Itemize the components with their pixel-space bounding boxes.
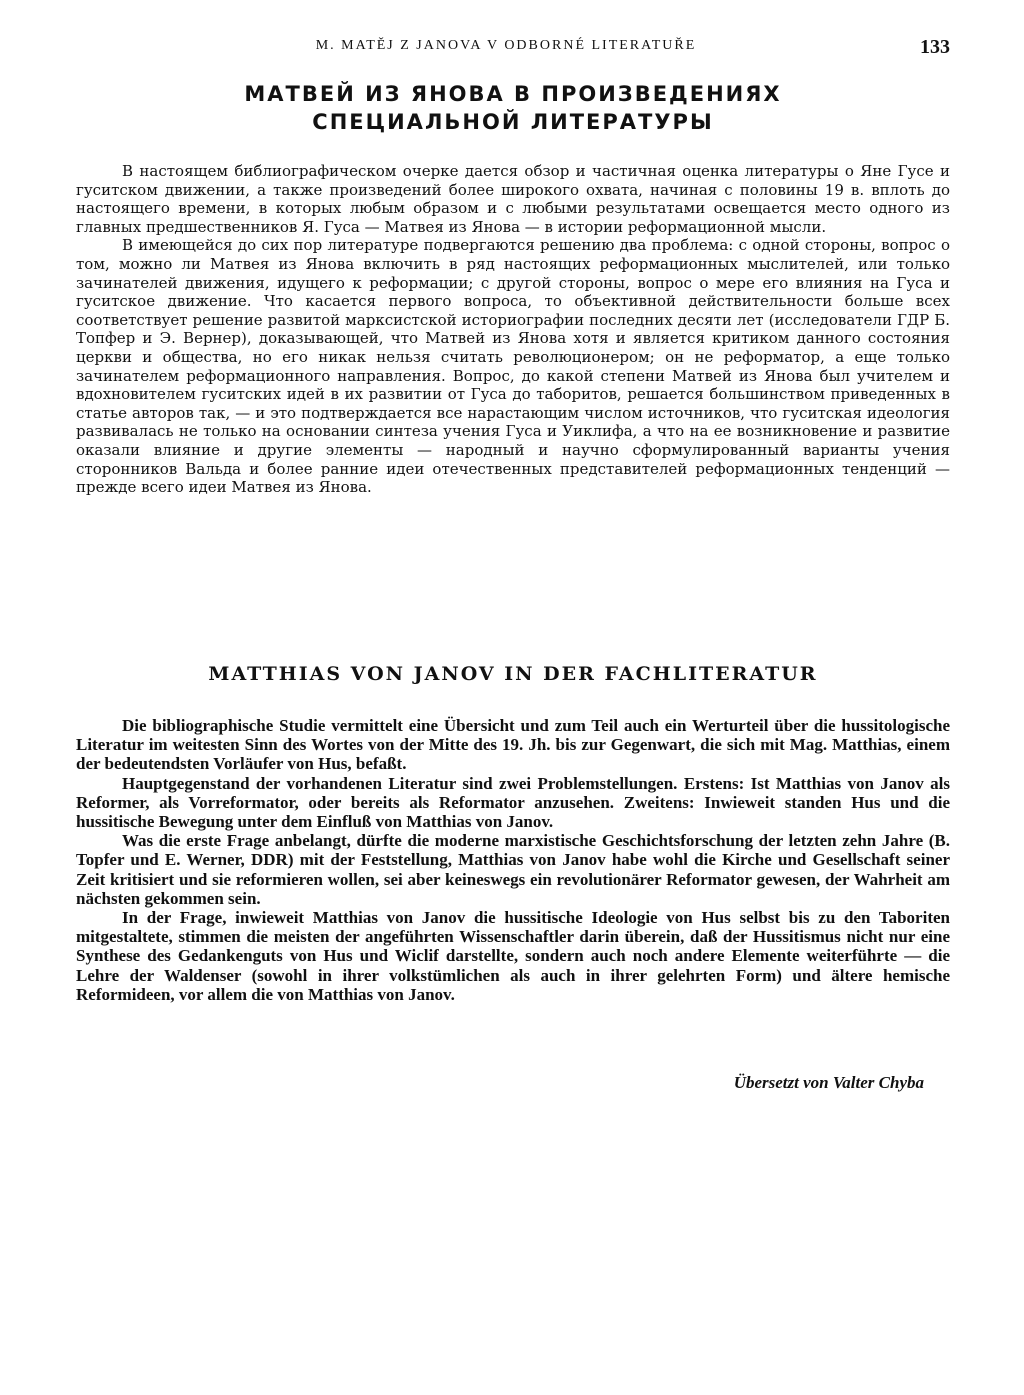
russian-title-line-2: СПЕЦИАЛЬНОЙ ЛИТЕРАТУРЫ: [312, 110, 714, 134]
russian-paragraph: В имеющейся до сих пор литературе подвергаются решению два проблема: с одной стороны, вопрос о том, можно ли Матвея из Янова включить в ряд настоящих реформационных мыслителей, или только зачинателей движения, идущего к реформации; с другой стороны, вопрос о мере его влияния на Гуса и гуситское движение. Что касается первого вопроса, то объективной действительности больше всех соответствует решение развитой марксистской историографии последних десяти лет (исследователи ГДР Б. Топфер и Э. Вернер), доказывающей, что Матвей из Янова хотя и является критиком данного состояния церкви и общества, но его никак нельзя считать революционером; он не реформатор, а еще только зачинателем реформационного направления. Вопрос, до какой степени Матвей из Янова был учителем и вдохновителем гуситских идей в их развитии от Гуса до таборитов, решается большинством приведенных в статье авторов так, — и это подтверждается все нарастающим числом источников, что гуситская идеология развивалась не только на основании синтеза учения Гуса и Уиклифа, а что на ее возникновение и развитие оказали влияние и другие элементы — народный и научно сформулированный варианты учения сторонников Вальда и более ранние идеи отечественных представителей реформационных тенденций — прежде всего идеи Матвея из Янова.: [76, 236, 950, 497]
russian-title: [76, 80, 950, 136]
russian-paragraph: В настоящем библиографическом очерке дается обзор и частичная оценка литературы о Яне Гусе и гуситском движении, а также произведений более широкого охвата, начиная с половины 19 в. вплоть до настоящего времени, в которых любым образом и с любыми результатами освещается место одного из главных предшественников Я. Гуса — Матвея из Янова — в истории реформационной мысли.: [76, 162, 950, 236]
german-paragraph: Die bibliographische Studie vermittelt eine Übersicht und zum Teil auch ein Werturteil über die hussitologische Literatur im weitesten Sinn des Wortes von der Mitte des 19. Jh. bis zur Gegenwart, die sich mit Mag. Matthias, einem der bedeutendsten Vorläufer von Hus, befaßt.: [76, 716, 950, 774]
page-number: 133: [920, 36, 950, 58]
document-page: [76, 0, 950, 1395]
translator-credit: Übersetzt von Valter Chyba: [733, 1073, 924, 1092]
russian-summary: [76, 162, 950, 497]
running-header: [76, 36, 950, 60]
running-title: M. MATĚJ Z JANOVA V ODBORNÉ LITERATUŘE: [315, 38, 697, 53]
german-paragraph: Was die erste Frage anbelangt, dürfte die moderne marxistische Geschichtsforschung der letzten zehn Jahre (B. Topfer und E. Werner, DDR) mit der Feststellung, Matthias von Janov habe wohl die Kirche und Gesellschaft seiner Zeit kritisiert und sie reformieren wollen, sei aber keineswegs ein revolutionärer Reformator gewesen, der Wahrheit am nächsten gekommen sein.: [76, 831, 950, 908]
german-title: MATTHIAS VON JANOV IN DER FACHLITERATUR: [208, 663, 818, 685]
german-summary: [76, 716, 950, 1004]
russian-title-line-1: МАТВЕЙ ИЗ ЯНОВА В ПРОИЗВЕДЕНИЯХ: [244, 82, 782, 106]
german-paragraph: In der Frage, inwieweit Matthias von Janov die hussitische Ideologie von Hus selbst bis zu den Taboriten mitgestaltete, stimmen die meisten der angeführten Wissenschaftler darin überein, daß der Hussitismus nicht nur eine Synthese des Gedankenguts von Hus und Wiclif darstellte, sondern auch noch andere Elemente weiterführte — die Lehre der Waldenser (sowohl in ihrer volkstümlichen als auch in ihrer gelehrten Form) und ältere hemische Reformideen, vor allem die von Matthias von Janov.: [76, 908, 950, 1004]
german-paragraph: Hauptgegenstand der vorhandenen Literatur sind zwei Problemstellungen. Erstens: Ist Matthias von Janov als Reformer, als Vorreformator, oder bereits als Reformator anzusehen. Zweitens: Inwieweit standen Hus und die hussitische Bewegung unter dem Einfluß von Matthias von Janov.: [76, 773, 950, 832]
